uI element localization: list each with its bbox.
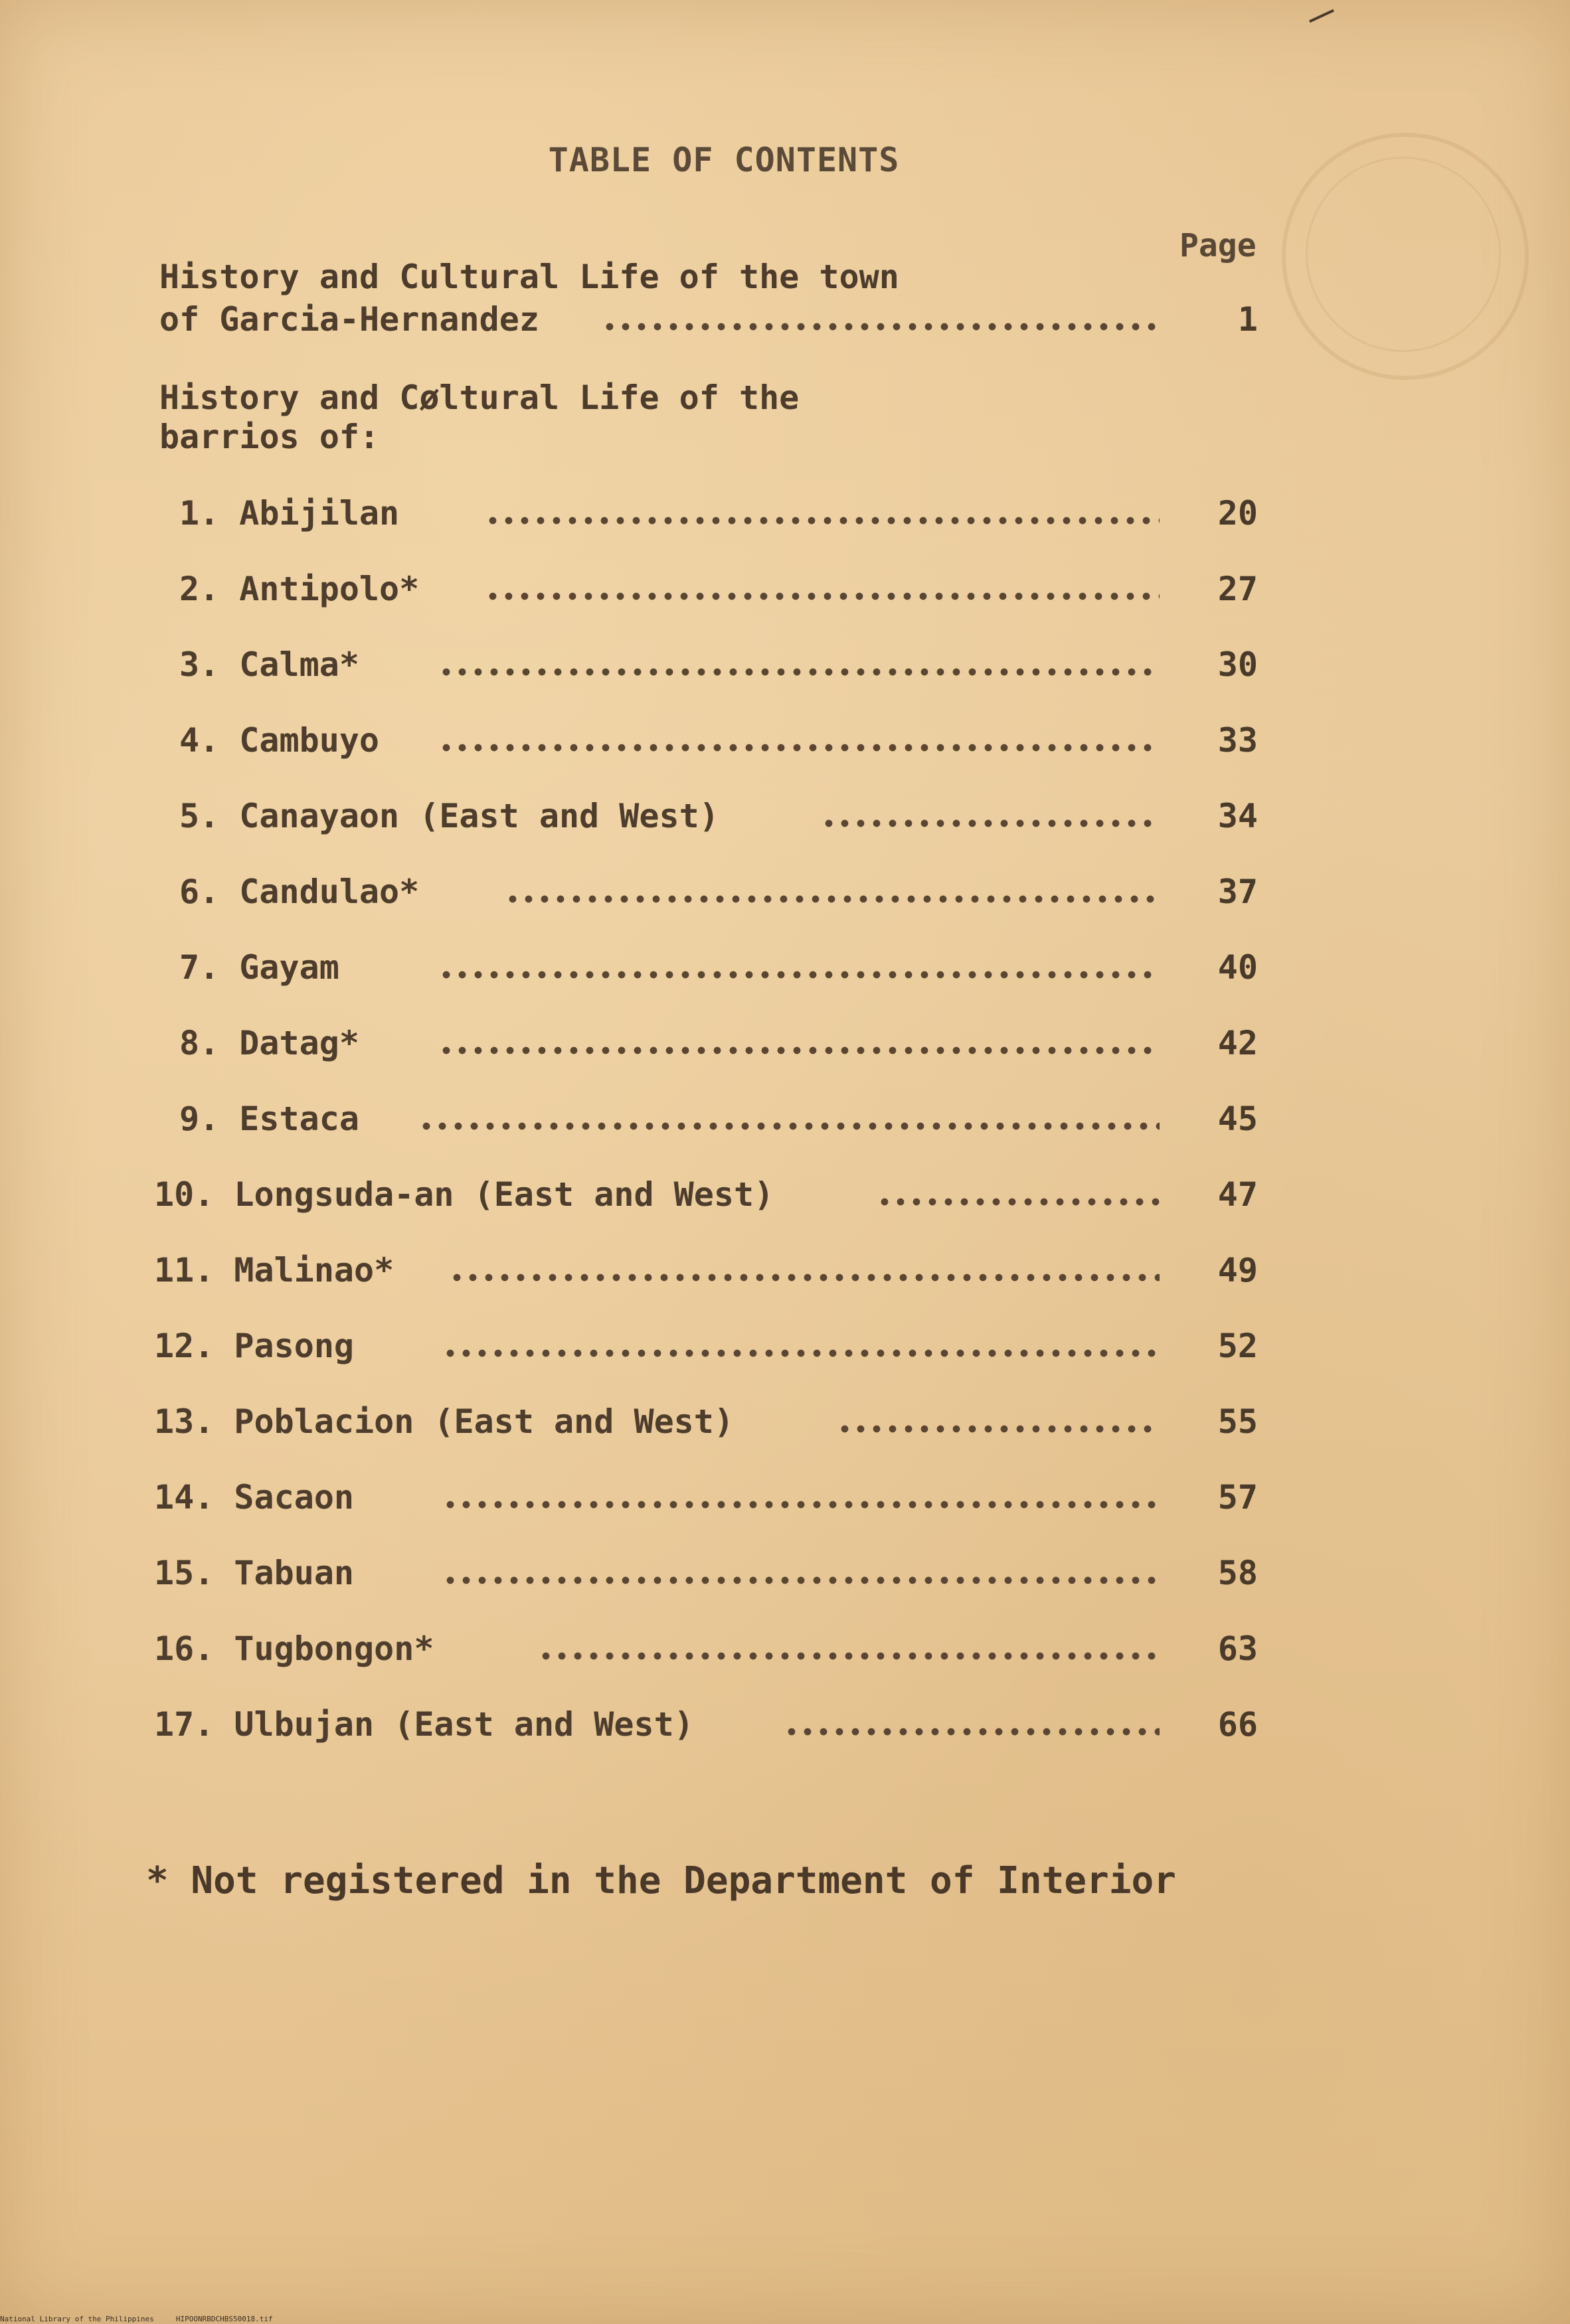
toc-entry-page: 47: [1217, 1175, 1258, 1214]
toc-entry-page: 34: [1217, 797, 1258, 835]
dot-leader: [837, 1425, 1160, 1433]
dot-leader: [485, 517, 1160, 525]
toc-entry-page: 58: [1217, 1554, 1258, 1592]
dot-leader: [438, 1046, 1160, 1054]
toc-entry-page: 20: [1217, 494, 1258, 533]
document-title: TABLE OF CONTENTS: [548, 141, 900, 179]
dot-leader: [821, 819, 1160, 827]
toc-entry-label: 4. Cambuyo: [179, 721, 380, 760]
dot-leader: [438, 744, 1160, 752]
toc-entry: [0, 1175, 1570, 1222]
toc-entry: [0, 1705, 1570, 1752]
toc-entry-page: 30: [1217, 645, 1258, 684]
toc-entry-label: 3. Calma*: [179, 645, 359, 684]
toc-entry: [0, 645, 1570, 692]
toc-entry-label: 12. Pasong: [154, 1327, 355, 1365]
page-column-label: Page: [1179, 227, 1257, 264]
dot-leader: [485, 592, 1160, 600]
dot-leader: [602, 323, 1160, 331]
barrios-heading: [159, 378, 799, 457]
toc-entry-page: 42: [1217, 1024, 1258, 1062]
toc-entry-page: 40: [1217, 948, 1258, 987]
toc-entry: [0, 1100, 1570, 1146]
dot-leader: [442, 1349, 1160, 1357]
toc-entry-page: 27: [1217, 570, 1258, 608]
town-entry-line1: History and Cultural Life of the town: [159, 258, 899, 296]
toc-entry: [0, 1251, 1570, 1297]
toc-entry: [0, 1402, 1570, 1449]
dot-leader: [538, 1652, 1160, 1660]
toc-entry-label: 10. Longsuda-an (East and West): [154, 1175, 774, 1214]
toc-entry-label: 17. Ulbujan (East and West): [154, 1705, 694, 1744]
page-number: 1: [1237, 300, 1258, 339]
toc-entry: [0, 570, 1570, 616]
toc-entry-label: 1. Abijilan: [179, 494, 400, 533]
dot-leader: [449, 1274, 1160, 1282]
toc-entry: [0, 1554, 1570, 1600]
barrios-heading-line2: barrios of:: [159, 418, 380, 456]
dot-leader: [505, 895, 1160, 903]
toc-entry-page: 45: [1217, 1100, 1258, 1138]
dot-leader: [784, 1728, 1160, 1736]
toc-entry: [0, 721, 1570, 768]
toc-entry-label: 8. Datag*: [179, 1024, 359, 1062]
toc-entry-label: 16. Tugbongon*: [154, 1629, 434, 1668]
toc-entry: [0, 1024, 1570, 1070]
toc-entry-page: 33: [1217, 721, 1258, 760]
toc-entry: [0, 872, 1570, 919]
toc-entry-page: 55: [1217, 1402, 1258, 1441]
dot-leader: [438, 971, 1160, 979]
barrios-heading-line1: History and Cøltural Life of the: [159, 378, 800, 417]
toc-entry-label: 15. Tabuan: [154, 1554, 355, 1592]
toc-entry-page: 66: [1217, 1705, 1258, 1744]
toc-entry-label: 9. Estaca: [179, 1100, 359, 1138]
footnote: * Not registered in the Department of Interior: [146, 1859, 1176, 1902]
toc-entry: [0, 1478, 1570, 1525]
toc-entry-label: 2. Antipolo*: [179, 570, 420, 608]
town-entry: [159, 258, 899, 297]
toc-entry-label: 11. Malinao*: [154, 1251, 394, 1289]
toc-entry: [0, 797, 1570, 843]
toc-entry-label: 7. Gayam: [179, 948, 339, 987]
toc-entry-page: 63: [1217, 1629, 1258, 1668]
dot-leader: [877, 1198, 1160, 1206]
toc-entry-label: 13. Poblacion (East and West): [154, 1402, 734, 1441]
dot-leader: [438, 668, 1160, 676]
toc-entry-label: 5. Canayaon (East and West): [179, 797, 719, 835]
town-entry-row: [0, 300, 1570, 347]
toc-entry-page: 52: [1217, 1327, 1258, 1365]
dot-leader: [442, 1501, 1160, 1509]
dot-leader: [442, 1576, 1160, 1584]
toc-entry: [0, 948, 1570, 995]
toc-entry: [0, 1327, 1570, 1373]
town-entry-line2: of Garcia-Hernandez: [159, 300, 539, 339]
dot-leader: [418, 1122, 1160, 1130]
toc-entry-page: 57: [1217, 1478, 1258, 1517]
toc-entry-page: 49: [1217, 1251, 1258, 1289]
toc-entry-page: 37: [1217, 872, 1258, 911]
toc-entry-label: 14. Sacaon: [154, 1478, 355, 1517]
toc-entry: [0, 494, 1570, 540]
pen-mark: [1309, 9, 1334, 23]
toc-entry: [0, 1629, 1570, 1676]
scan-caption: National Library of the Philippines HIPOONRBDCHBS50018.tif: [0, 2315, 273, 2323]
toc-entry-label: 6. Candulao*: [179, 872, 420, 911]
